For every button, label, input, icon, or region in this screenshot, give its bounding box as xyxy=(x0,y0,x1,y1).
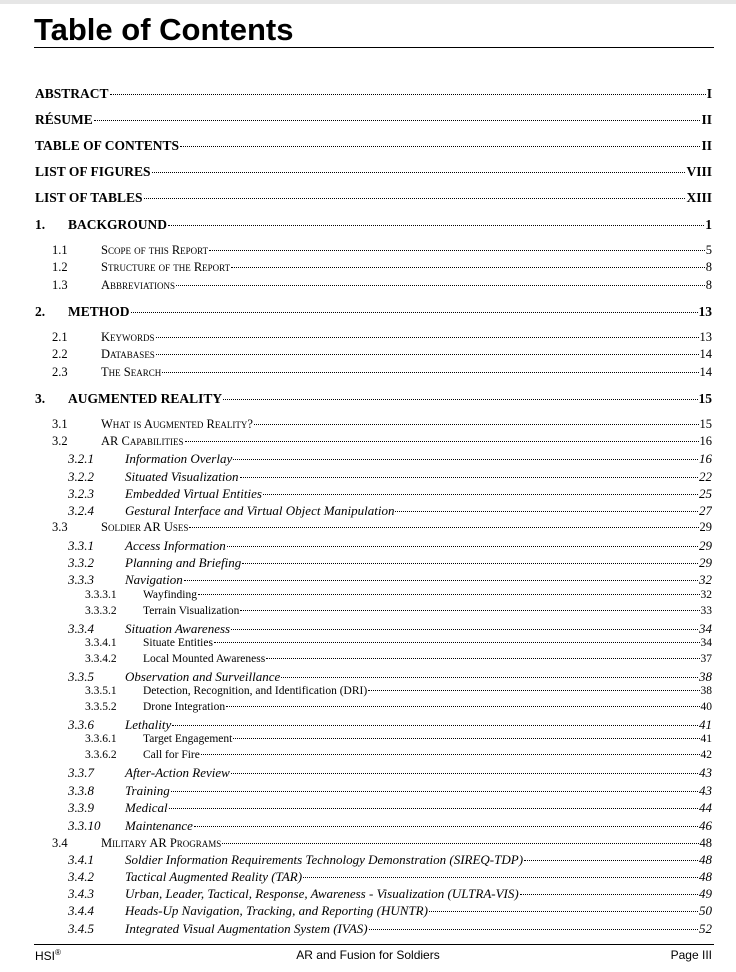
toc-entry-title: Planning and Briefing xyxy=(125,555,242,570)
toc-entry-page: 48 xyxy=(699,869,712,884)
dot-leader xyxy=(201,754,700,755)
toc-entry-page: 8 xyxy=(705,278,712,292)
toc-entry-number: 3.3.5.2 xyxy=(85,701,117,713)
toc-entry-number: 3.3.2 xyxy=(68,555,94,570)
toc-entry[interactable] xyxy=(52,836,712,851)
toc-entry-number: 3.3.6 xyxy=(68,717,94,732)
toc-entry-title: Keywords xyxy=(101,330,155,344)
toc-entry-number: 2.3 xyxy=(52,365,68,379)
toc-entry-title: Target Engagement xyxy=(143,733,233,745)
dot-leader xyxy=(368,690,699,691)
toc-entry-title: Medical xyxy=(125,800,168,815)
dot-leader xyxy=(520,894,698,895)
toc-entry[interactable] xyxy=(68,886,712,902)
toc-entry-title: LIST OF TABLES xyxy=(35,190,143,205)
toc-entry-page: 34 xyxy=(700,637,712,649)
toc-entry-title: Tactical Augmented Reality (TAR) xyxy=(125,869,303,884)
toc-entry-page: 32 xyxy=(700,589,712,601)
dot-leader xyxy=(266,658,699,659)
toc-entry[interactable] xyxy=(52,434,712,449)
toc-entry[interactable] xyxy=(68,783,712,799)
toc-entry-title: Call for Fire xyxy=(143,749,200,761)
toc-entry-page: 29 xyxy=(699,538,712,553)
toc-entry-title: The Search xyxy=(101,365,162,379)
dot-leader xyxy=(156,354,699,355)
toc-entry-number: 3. xyxy=(35,391,46,406)
toc-entry[interactable] xyxy=(68,903,712,919)
toc-entry-page: 5 xyxy=(705,243,712,257)
toc-entry-title: METHOD xyxy=(68,304,130,319)
toc-entry-page: 46 xyxy=(699,818,712,833)
toc-entry-title: BACKGROUND xyxy=(68,217,168,232)
toc-entry-title: After-Action Review xyxy=(125,765,230,780)
toc-entry[interactable] xyxy=(35,112,712,128)
dot-leader xyxy=(189,527,698,528)
toc-entry-number: 3.3.3.1 xyxy=(85,589,117,601)
toc-entry-title: Observation and Surveillance xyxy=(125,669,281,684)
toc-entry[interactable] xyxy=(68,869,712,885)
dot-leader xyxy=(198,594,699,595)
dot-leader xyxy=(231,773,698,774)
toc-entry-page: 52 xyxy=(699,921,712,936)
dot-leader xyxy=(263,494,698,495)
dot-leader xyxy=(222,843,698,844)
toc-entry[interactable] xyxy=(68,818,712,834)
toc-entry[interactable] xyxy=(85,653,712,665)
toc-entry-page: 25 xyxy=(699,486,712,501)
toc-entry-page: 41 xyxy=(699,717,712,732)
toc-entry[interactable] xyxy=(68,555,712,571)
dot-leader xyxy=(226,706,699,707)
toc-entry-title: LIST OF FIGURES xyxy=(35,164,151,179)
page-title: Table of Contents xyxy=(34,12,294,47)
toc-entry-number: 3.3.6.1 xyxy=(85,733,117,745)
footer-center: AR and Fusion for Soldiers xyxy=(296,948,440,962)
toc-entry[interactable] xyxy=(85,589,712,601)
dot-leader xyxy=(131,312,698,313)
toc-entry-number: 3.4.4 xyxy=(68,903,94,918)
toc-entry[interactable] xyxy=(52,330,712,345)
dot-leader xyxy=(184,580,698,581)
toc-entry-page: II xyxy=(701,138,712,153)
dot-leader xyxy=(169,808,698,809)
toc-entry-page: 48 xyxy=(699,852,712,867)
toc-entry-number: 1.3 xyxy=(52,278,68,292)
toc-entry-page: 49 xyxy=(699,886,712,901)
toc-entry-title: Access Information xyxy=(125,538,226,553)
toc-entry-title: Heads-Up Navigation, Tracking, and Reporting (HUNTR) xyxy=(125,903,428,918)
dot-leader xyxy=(240,477,698,478)
toc-entry-number: 3.3.3 xyxy=(68,572,94,587)
dot-leader xyxy=(171,791,698,792)
dot-leader xyxy=(223,399,697,400)
dot-leader xyxy=(180,146,700,147)
toc-entry[interactable] xyxy=(52,260,712,275)
toc-entry-number: 3.4.2 xyxy=(68,869,94,884)
toc-entry[interactable] xyxy=(68,503,712,519)
toc-entry[interactable] xyxy=(52,417,712,432)
dot-leader xyxy=(240,610,699,611)
toc-entry-number: 3.2.1 xyxy=(68,451,94,466)
toc-entry-number: 3.3.5 xyxy=(68,669,94,684)
toc-entry[interactable] xyxy=(68,451,712,467)
toc-entry-page: 37 xyxy=(700,653,712,665)
toc-entry-page: VIII xyxy=(686,164,712,179)
dot-leader xyxy=(110,94,706,95)
toc-entry[interactable] xyxy=(68,669,712,685)
dot-leader xyxy=(254,424,699,425)
toc-entry-page: 34 xyxy=(699,621,712,636)
toc-entry[interactable] xyxy=(68,921,712,937)
toc-entry[interactable] xyxy=(68,469,712,485)
dot-leader xyxy=(281,677,698,678)
dot-leader xyxy=(152,172,686,173)
dot-leader xyxy=(524,860,698,861)
toc-entry-page: 16 xyxy=(699,451,712,466)
toc-entry-number: 3.3.4.1 xyxy=(85,637,117,649)
toc-entry-title: Urban, Leader, Tactical, Response, Awareness - Visualization (ULTRA-VIS) xyxy=(125,886,519,901)
toc-entry-number: 3.3.4 xyxy=(68,621,94,636)
footer-org: HSI xyxy=(35,949,56,963)
toc-entry-title: Information Overlay xyxy=(125,451,233,466)
dot-leader xyxy=(233,459,698,460)
toc-entry-page: 27 xyxy=(699,503,712,518)
dot-leader xyxy=(209,250,705,251)
dot-leader xyxy=(303,877,698,878)
dot-leader xyxy=(242,563,698,564)
toc-entry-number: 3.3.4.2 xyxy=(85,653,117,665)
toc-entry-number: 3.3.10 xyxy=(68,818,101,833)
toc-entry-page: II xyxy=(701,112,712,127)
toc-entry-number: 1.1 xyxy=(52,243,68,257)
toc-entry[interactable] xyxy=(35,391,712,407)
toc-entry-page: 32 xyxy=(699,572,712,587)
toc-entry-page: 42 xyxy=(700,749,712,761)
toc-entry-title: Lethality xyxy=(125,717,172,732)
toc-entry-number: 3.3.1 xyxy=(68,538,94,553)
toc-entry-page: 15 xyxy=(699,417,712,431)
toc-entry[interactable] xyxy=(68,486,712,502)
toc-entry-page: 22 xyxy=(699,469,712,484)
toc-entry-page: 48 xyxy=(699,836,712,850)
dot-leader xyxy=(227,546,698,547)
toc-entry[interactable] xyxy=(85,733,712,745)
toc-entry[interactable] xyxy=(52,243,712,258)
dot-leader xyxy=(395,511,698,512)
toc-entry-page: 16 xyxy=(699,434,712,448)
toc-entry-title: Scope of this Report xyxy=(101,243,209,257)
toc-entry[interactable] xyxy=(68,852,712,868)
dot-leader xyxy=(233,738,699,739)
toc-entry-number: 1. xyxy=(35,217,46,232)
toc-entry-page: 43 xyxy=(699,783,712,798)
toc-entry-title: Situate Entities xyxy=(143,637,213,649)
toc-entry-title: Situated Visualization xyxy=(125,469,239,484)
toc-entry-page: 14 xyxy=(699,365,712,379)
toc-entry-number: 3.2.2 xyxy=(68,469,94,484)
toc-entry-title: Integrated Visual Augmentation System (IVAS) xyxy=(125,921,368,936)
toc-entry-page: 15 xyxy=(698,391,712,406)
footer-page-number: Page III xyxy=(670,948,712,962)
toc-entry[interactable] xyxy=(35,86,712,102)
toc-entry-title: Soldier AR Uses xyxy=(101,520,189,534)
dot-leader xyxy=(231,267,705,268)
toc-entry-page: 41 xyxy=(700,733,712,745)
toc-entry-page: XIII xyxy=(686,190,712,205)
dot-leader xyxy=(144,198,686,199)
toc-entry-page: 29 xyxy=(699,520,712,534)
toc-entry[interactable] xyxy=(68,538,712,554)
dot-leader xyxy=(162,372,698,373)
toc-entry-page: 13 xyxy=(698,304,712,319)
toc-entry[interactable] xyxy=(85,701,712,713)
toc-entry-number: 2.1 xyxy=(52,330,68,344)
toc-entry-title: RÉSUME xyxy=(35,112,93,127)
toc-entry-number: 3.3.6.2 xyxy=(85,749,117,761)
toc-entry-title: AUGMENTED REALITY xyxy=(68,391,223,406)
toc-entry-number: 3.4.3 xyxy=(68,886,94,901)
toc-entry-title: TABLE OF CONTENTS xyxy=(35,138,180,153)
toc-entry[interactable] xyxy=(68,621,712,637)
toc-entry-number: 3.3.5.1 xyxy=(85,685,117,697)
toc-entry[interactable] xyxy=(52,365,712,380)
registered-mark: ® xyxy=(55,948,61,957)
toc-entry-title: Structure of the Report xyxy=(101,260,231,274)
toc-entry-page: 50 xyxy=(699,903,712,918)
toc-entry-page: 38 xyxy=(700,685,712,697)
toc-entry-number: 3.2.3 xyxy=(68,486,94,501)
toc-entry-title: Wayfinding xyxy=(143,589,198,601)
toc-entry[interactable] xyxy=(52,520,712,535)
dot-leader xyxy=(168,225,704,226)
toc-entry-number: 3.2.4 xyxy=(68,503,94,518)
footer-rule xyxy=(34,944,714,945)
toc-entry[interactable] xyxy=(85,605,712,617)
dot-leader xyxy=(185,441,699,442)
toc-entry-number: 3.3.8 xyxy=(68,783,94,798)
toc-entry-number: 3.4.1 xyxy=(68,852,94,867)
toc-entry-title: AR Capabilities xyxy=(101,434,184,448)
dot-leader xyxy=(231,629,698,630)
toc-entry-title: Drone Integration xyxy=(143,701,226,713)
toc-entry-title: Terrain Visualization xyxy=(143,605,240,617)
toc-entry[interactable] xyxy=(85,749,712,761)
toc-entry-title: What is Augmented Reality? xyxy=(101,417,253,431)
dot-leader xyxy=(176,285,705,286)
dot-leader xyxy=(214,642,700,643)
dot-leader xyxy=(94,120,701,121)
toc-entry-number: 3.3.7 xyxy=(68,765,94,780)
toc-entry-title: Detection, Recognition, and Identification (DRI) xyxy=(143,685,368,697)
toc-entry-number: 3.3 xyxy=(52,520,68,534)
toc-entry-page: 8 xyxy=(705,260,712,274)
toc-entry-number: 3.4 xyxy=(52,836,68,850)
toc-entry-title: ABSTRACT xyxy=(35,86,109,101)
toc-entry-page: 44 xyxy=(699,800,712,815)
toc-entry-number: 3.3.3.2 xyxy=(85,605,117,617)
toc-entry-title: Military AR Programs xyxy=(101,836,222,850)
toc-entry-page: 1 xyxy=(705,217,712,232)
toc-entry-title: Maintenance xyxy=(125,818,193,833)
toc-entry-title: Training xyxy=(125,783,170,798)
toc-entry[interactable] xyxy=(35,164,712,180)
toc-entry-page: 14 xyxy=(699,347,712,361)
dot-leader xyxy=(369,929,698,930)
toc-entry[interactable] xyxy=(52,347,712,362)
toc-entry-title: Embedded Virtual Entities xyxy=(125,486,262,501)
toc-entry-number: 3.2 xyxy=(52,434,68,448)
dot-leader xyxy=(156,337,699,338)
dot-leader xyxy=(429,911,698,912)
toc-entry-number: 3.3.9 xyxy=(68,800,94,815)
toc-entry[interactable] xyxy=(35,304,712,320)
toc-entry-number: 2.2 xyxy=(52,347,68,361)
dot-leader xyxy=(194,826,698,827)
toc-entry[interactable] xyxy=(52,278,712,293)
toc-entry[interactable] xyxy=(85,637,712,649)
toc-entry[interactable] xyxy=(68,765,712,781)
toc-entry-title: Situation Awareness xyxy=(125,621,231,636)
toc-entry-title: Soldier Information Requirements Technology Demonstration (SIREQ-TDP) xyxy=(125,852,524,867)
toc-entry-number: 1.2 xyxy=(52,260,68,274)
toc-entry[interactable] xyxy=(85,685,712,697)
toc-entry-title: Databases xyxy=(101,347,155,361)
toc-entry-page: 33 xyxy=(700,605,712,617)
toc-entry-page: 43 xyxy=(699,765,712,780)
toc-entry[interactable] xyxy=(68,717,712,733)
toc-entry-title: Abbreviations xyxy=(101,278,176,292)
toc-entry[interactable] xyxy=(35,217,712,233)
toc-entry-number: 3.1 xyxy=(52,417,68,431)
toc-entry-number: 3.4.5 xyxy=(68,921,94,936)
toc-entry-title: Navigation xyxy=(125,572,183,587)
toc-entry-title: Local Mounted Awareness xyxy=(143,653,266,665)
toc-entry-page: 40 xyxy=(700,701,712,713)
toc-entry-title: Gestural Interface and Virtual Object Manipulation xyxy=(125,503,395,518)
toc-entry[interactable] xyxy=(35,138,712,154)
toc-entry-page: 29 xyxy=(699,555,712,570)
toc-entry-page: 38 xyxy=(699,669,712,684)
toc-entry-page: I xyxy=(706,86,712,101)
toc-entry-number: 2. xyxy=(35,304,46,319)
dot-leader xyxy=(172,725,698,726)
toc-entry-page: 13 xyxy=(699,330,712,344)
toc-entry[interactable] xyxy=(68,800,712,816)
toc-entry[interactable] xyxy=(68,572,712,588)
toc-entry[interactable] xyxy=(35,190,712,206)
